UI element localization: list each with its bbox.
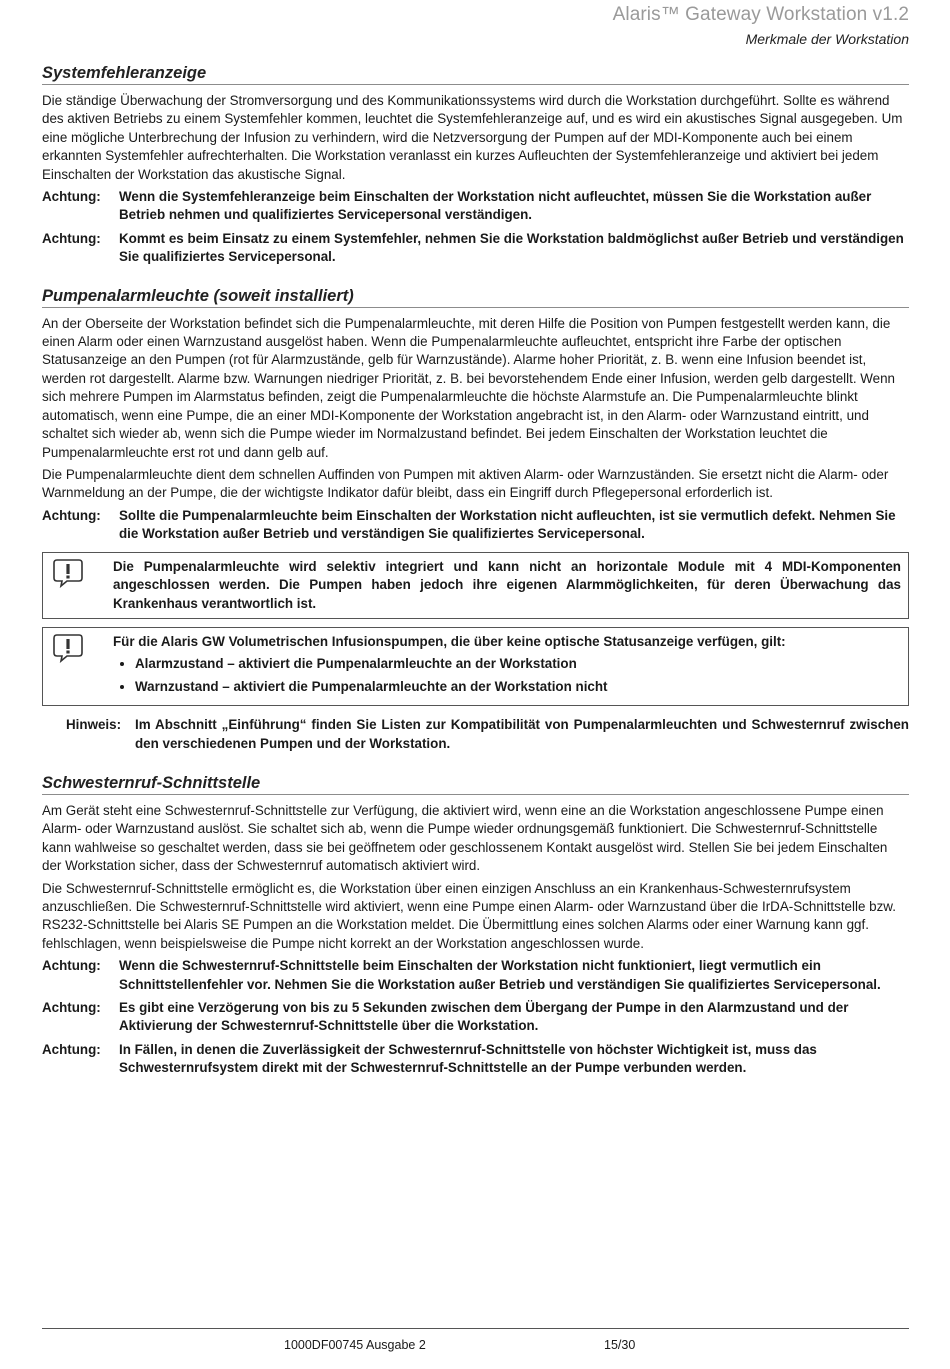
- caution-label: Achtung:: [42, 230, 101, 246]
- body-paragraph: Die Pumpenalarmleuchte dient dem schnellen Auffinden von Pumpen mit aktiven Alarm- oder Warnzuständen. Sie ersetzt nicht die Alarm- oder Warnmeldung an der Pumpe, die der wichtigste Indikator dafür bleibt, dass ein Eingriff durch Pflegepersonal erforderlich ist.: [42, 466, 889, 501]
- caution-label: Achtung:: [42, 999, 101, 1015]
- document-title: Alaris™ Gateway Workstation v1.2: [612, 4, 909, 25]
- caution-notice: [42, 999, 909, 1036]
- caution-label: Achtung:: [42, 507, 101, 523]
- note-box: [42, 627, 909, 706]
- footer-divider: [42, 1328, 909, 1329]
- caution-text: In Fällen, in denen die Zuverlässigkeit der Schwesternruf-Schnittstelle von höchster Wichtigkeit ist, muss das Schwesternrufsystem direkt mit der Schwesternruf-Schnittstelle an der Pumpe verbunden werden.: [119, 1041, 817, 1076]
- caution-label: Achtung:: [42, 958, 101, 974]
- note-intro: Für die Alaris GW Volumetrischen Infusionspumpen, die über keine optische Statusanzeige verfügen, gilt:: [113, 634, 786, 650]
- footer-document-number: 1000DF00745 Ausgabe 2: [284, 1338, 426, 1352]
- note-text: Die Pumpenalarmleuchte wird selektiv integriert und kann nicht an horizontale Module mit 4 MDI-Komponenten angeschlossen werden. Die Pumpen haben jedoch ihre eigenen Alarmmöglichkeiten, für deren Überwachung das Krankenhaus verantwortlich ist.: [113, 558, 901, 611]
- list-item: • Alarmzustand – aktiviert die Pumpenalarmleuchte an der Workstation: [135, 655, 901, 674]
- caution-label: Achtung:: [42, 1041, 101, 1057]
- caution-text: Wenn die Schwesternruf-Schnittstelle beim Einschalten der Workstation nicht funktioniert, liegt vermutlich ein Schnittstellenfehler vor. Nehmen Sie die Workstation außer Betrieb und verständigen Sie qualifiziertes Servicepersonal.: [119, 958, 881, 992]
- note-exclamation-icon: [53, 633, 113, 700]
- caution-text: Wenn die Systemfehleranzeige beim Einschalten der Workstation nicht aufleuchtet, müssen Sie die Workstation außer Betrieb nehmen und qualifiziertes Servicepersonal verständigen.: [119, 189, 872, 223]
- section-heading: Pumpenalarmleuchte (soweit installiert): [42, 286, 909, 308]
- body-paragraph: Am Gerät steht eine Schwesternruf-Schnittstelle zur Verfügung, die aktiviert wird, wenn eine an die Workstation angeschlossene Pumpe einen Alarm- oder Warnzustand auslöst. Sie schaltet sich ab, wenn die Pumpe wieder ordnungsgemäß funktioniert. Die Schwesternruf-Schnittstelle kann wahlweise so geschaltet werden, dass sie bei geöffnetem oder geschlossenem Kontakt ausgelöst wird. Stellen Sie bei jedem Einschalten der Workstation sicher, dass der Schwesternruf automatisch aktiviert wird.: [42, 802, 888, 874]
- page-content: [42, 63, 909, 1083]
- caution-notice: [42, 1041, 909, 1078]
- caution-notice: [42, 188, 909, 225]
- body-paragraph: Die ständige Überwachung der Stromversorgung und des Kommunikationssystems wird durch die Workstation durchgeführt. Sollte es während des aktiven Betriebs zu einem Systemfehler kommen, leuchtet die Systemfehleranzeige auf, und es wird ein akustisches Signal ausgegeben. Um eine mögliche Unterbrechung der Infusion zu verhindern, wird die Netzversorgung der Pumpen auf der MDI-Komponente auch bei einem erkannten Systemfehler aufrechterhalten. Die Workstation veranlasst ein kurzes Aufleuchten der Systemfehleranzeige und aktiviert bei jedem Einschalten der Workstation das akustische Signal.: [42, 93, 903, 182]
- caution-notice: [42, 957, 909, 994]
- section-heading: Schwesternruf-Schnittstelle: [42, 773, 909, 795]
- note-exclamation-icon: [53, 558, 113, 614]
- body-paragraph: Die Schwesternruf-Schnittstelle ermöglicht es, die Workstation über einen einzigen Anschluss an ein Krankenhaus-Schwesternrufsystem anzuschließen. Die Schwesternruf-Schnittstelle wird aktiviert, wenn eine Pumpe einen Alarm- oder Warnzustand über die IrDA-Schnittstelle bzw. RS232-Schnittstelle bei Alaris SE Pumpen an die Workstation meldet. Die Übermittlung eines solchen Alarms oder einer Warnung kann ggf. fehlschlagen, wenn beispielsweise die Pumpe nicht korrekt an der Workstation angeschlossen wurde.: [42, 880, 896, 951]
- body-paragraph: An der Oberseite der Workstation befindet sich die Pumpenalarmleuchte, mit deren Hilfe die Position von Pumpen festgestellt werden kann, die einen Alarm oder einen Warnzustand ausgelöst haben. Wenn die Pumpenalarmleuchte aufleuchtet, entspricht ihre Farbe der optischen Statusanzeige an den Pumpen (rot für Alarmzustände, gelb für Warnzustände). Alarme hoher Priorität, z. B. wenn eine Infusion beendet ist, werden rot dargestellt. Alarme bzw. Warnungen niedriger Priorität, z. B. bei bevorstehendem Ende einer Infusion, werden gelb dargestellt. Wenn sich mehrere Pumpen im Alarmstatus befinden, zeigt die Pumpenalarmleuchte die höchste Alarmstufe an. Die Pumpenalarmleuchte blinkt automatisch, wenn eine Pumpe, die an einer MDI-Komponente der Workstation angebracht ist, in den Alarm- oder Warnzustand eintritt, und schaltet sich wieder ab, wenn sich die Pumpe wieder im Normalzustand befindet. Bei jedem Einschalten der Workstation leuchtet die Pumpenalarmleuchte erst rot und dann gelb auf.: [42, 315, 896, 460]
- note-text: [113, 633, 901, 700]
- note-list: [113, 655, 901, 696]
- footer-page-number: 15/30: [604, 1338, 636, 1352]
- hint-label: Hinweis:: [66, 717, 122, 733]
- section-heading: Systemfehleranzeige: [42, 63, 909, 85]
- caution-text: Sollte die Pumpenalarmleuchte beim Einschalten der Workstation nicht aufleuchten, ist sie vermutlich defekt. Nehmen Sie die Workstation außer Betrieb und verständigen Sie qualifiziertes Servicepersonal.: [119, 507, 896, 542]
- section-pumpenalarmleuchte: [42, 286, 909, 753]
- note-box: [42, 552, 909, 620]
- section-systemfehleranzeige: [42, 63, 909, 267]
- hint-notice: [66, 716, 909, 753]
- caution-text: Es gibt eine Verzögerung von bis zu 5 Sekunden zwischen dem Übergang der Pumpe in den Alarmzustand und der Aktivierung der Schwesternruf-Schnittstelle über die Workstation.: [119, 999, 849, 1034]
- caution-notice: [42, 507, 909, 544]
- caution-text: Kommt es beim Einsatz zu einem Systemfehler, nehmen Sie die Workstation baldmöglichst außer Betrieb und verständigen Sie qualifiziertes Servicepersonal.: [119, 230, 904, 265]
- list-item: • Warnzustand – aktiviert die Pumpenalarmleuchte an der Workstation nicht: [135, 678, 901, 697]
- section-schwesternruf: [42, 773, 909, 1078]
- caution-notice: [42, 230, 909, 267]
- hint-text: Im Abschnitt „Einführung“ finden Sie Listen zur Kompatibilität von Pumpenalarmleuchten und Schwesternruf zwischen den verschiedenen Pumpen und der Workstation.: [135, 717, 909, 751]
- caution-label: Achtung:: [42, 189, 101, 205]
- document-subtitle: Merkmale der Workstation: [745, 31, 909, 47]
